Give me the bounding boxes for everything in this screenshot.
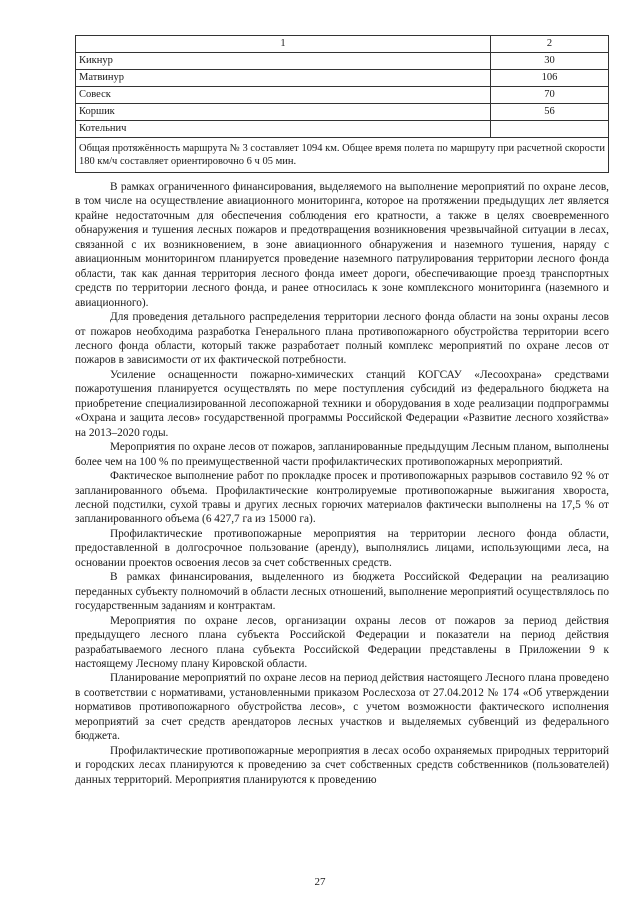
table-cell-value <box>491 121 609 138</box>
body-text <box>75 180 609 787</box>
table-note: Общая протяжённость маршрута № 3 составляет 1094 км. Общее время полета по маршруту при расчетной скорости 180 км/ч составляет ориентировочно 6 ч 05 мин. <box>76 138 609 173</box>
table-row <box>76 104 609 121</box>
paragraph: В рамках ограниченного финансирования, выделяемого на выполнение мероприятий по охране лесов, в том числе на осуществление авиационного мониторинга, которое на протяжении предыдущих лет является крайне недостаточным для обеспечения соблюдения его кратности, а также в целях своевременного обнаружения и тушения лесных пожаров и предотвращения возникновения чрезвычайной ситуации в лесах, связанной с их возникновением, в зоне авиационного обнаружения и наземного тушения, наряду с авиационным мониторингом планируется проведение наземного патрулирования территории лесного фонда области, так как данная территория лесного фонда имеет дороги, обеспечивающие проезд транспортных средств по территории лесного фонда, и ранее относилась к зоне комплексного мониторинга (наземного и авиационного). <box>75 181 609 309</box>
page-number: 27 <box>314 876 326 888</box>
paragraph: В рамках финансирования, выделенного из бюджета Российской Федерации на реализацию переданных субъекту полномочий в области лесных отношений, выполнение мероприятий осуществлялось по государственным заданиям и контрактам. <box>75 571 609 613</box>
table-cell-value: 56 <box>491 104 609 121</box>
table-cell-name: Кикнур <box>76 53 491 70</box>
table-cell-name: Совеск <box>76 87 491 104</box>
table-row <box>76 87 609 104</box>
paragraph: Профилактические противопожарные мероприятия на территории лесного фонда области, предоставленной в долгосрочное пользование (аренду), выполнялись лицами, использующими леса, на основании проектов освоения лесов за счет собственных средств. <box>75 527 609 569</box>
table-cell-value: 106 <box>491 70 609 87</box>
table-cell-value: 30 <box>491 53 609 70</box>
table-note-row <box>76 138 609 173</box>
table-cell-value: 70 <box>491 87 609 104</box>
table-row <box>76 70 609 87</box>
paragraph: Усиление оснащенности пожарно-химических станций КОГСАУ «Лесоохрана» средствами пожаротушения планируется осуществлять по мере поступления субсидий из федерального бюджета на приобретение специализированной лесопожарной техники и оборудования в ходе реализации подпрограммы «Охрана и защита лесов» государственной программы Российской Федерации «Развитие лесного хозяйства» на 2013–2020 годы. <box>75 368 609 439</box>
paragraph: Профилактические противопожарные мероприятия в лесах особо охраняемых природных территорий и городских лесах планируются к проведению за счет собственных средств собственников (пользователей) данных территорий. Мероприятия планируются к проведению <box>75 744 609 786</box>
table-row <box>76 53 609 70</box>
table-header-cell: 1 <box>76 36 491 53</box>
table-row <box>76 121 609 138</box>
table-cell-name: Коршик <box>76 104 491 121</box>
table-header-row <box>76 36 609 53</box>
paragraph: Мероприятия по охране лесов от пожаров, запланированные предыдущим Лесным планом, выполнены более чем на 100 % по преимущественной части профилактических противопожарных мероприятий. <box>75 441 609 468</box>
paragraph: Фактическое выполнение работ по прокладке просек и противопожарных разрывов составило 92 % от запланированного объема. Профилактические контролируемые противопожарные выжигания хвороста, лесной подстилки, сухой травы и других лесных горючих материалов фактически выполнены на 17,5 % от запланированного объема (6 427,7 га из 15000 га). <box>75 470 609 526</box>
paragraph: Для проведения детального распределения территории лесного фонда области на зоны охраны лесов от пожаров необходима разработка Генерального плана противопожарного обустройства территории всего лесного фонда области, который также разработает полный комплекс мероприятий по охране лесов от пожаров в зависимости от их фактической потребности. <box>75 311 609 367</box>
table-header-cell: 2 <box>491 36 609 53</box>
route-table <box>75 35 609 173</box>
table-cell-name: Матвинур <box>76 70 491 87</box>
paragraph: Планирование мероприятий по охране лесов на период действия настоящего Лесного плана проведено в соответствии с нормативами, установленными приказом Рослесхоза от 27.04.2012 № 174 «Об утверждении нормативов противопожарного обустройства лесов», с учетом возможности фактического исполнения мероприятий за счет средств арендаторов лесных участков и выделяемых субвенций из федерального бюджета. <box>75 672 609 743</box>
table-cell-name: Котельнич <box>76 121 491 138</box>
paragraph: Мероприятия по охране лесов, организации охраны лесов от пожаров за период действия предыдущего лесного плана субъекта Российской Федерации и показатели на период действия разрабатываемого лесного плана субъекта Российской Федерации представлены в Приложении 9 к настоящему Лесному плану Кировской области. <box>75 614 609 670</box>
